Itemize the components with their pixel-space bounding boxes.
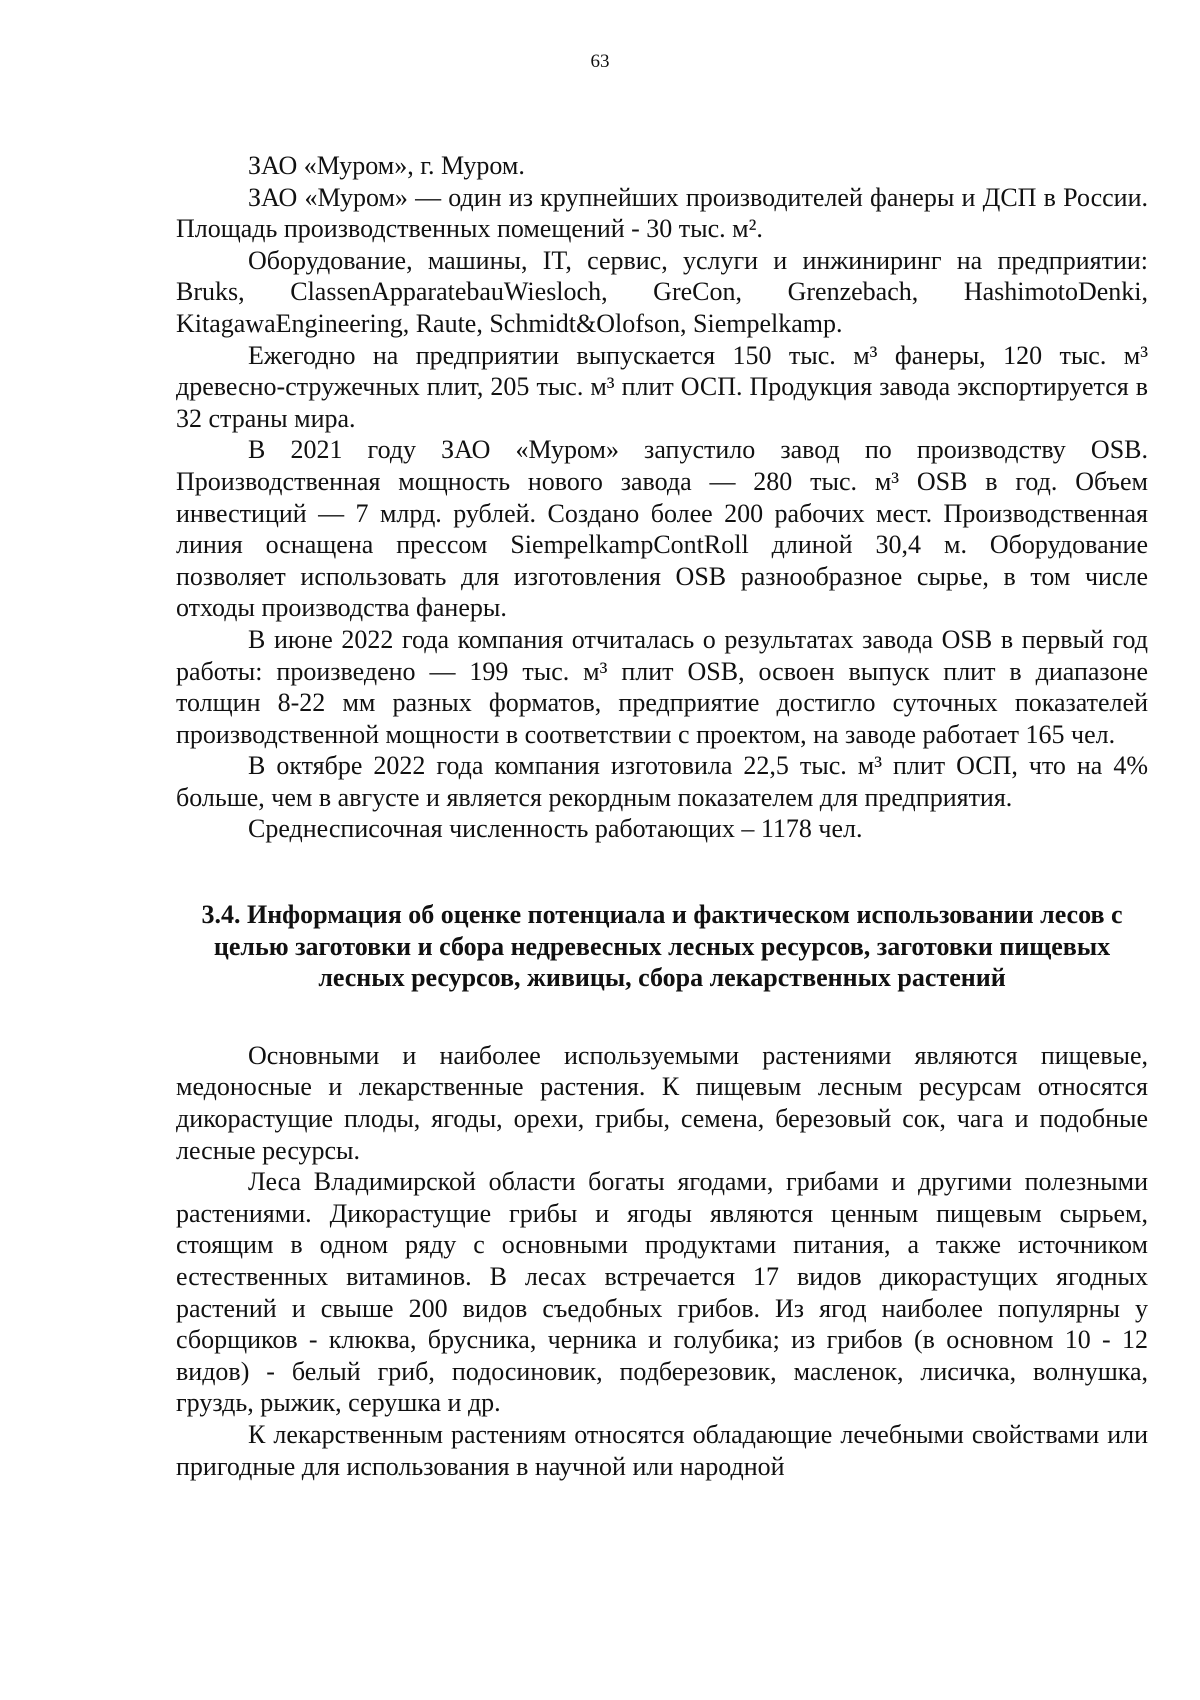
paragraph-headcount: Среднесписочная численность работающих – 1178 чел. <box>248 814 863 844</box>
paragraph-equipment: Оборудование, машины, IT, сервис, услуги и инжиниринг на предприятии: Bruks, ClassenApparatebauWiesloch, GreCon, Grenzebach, HashimotoDenki, KitagawaEngineering, Raute, Schmidt&Olofson, Siempelkamp. <box>176 245 1148 338</box>
paragraph-osb-plant: В 2021 году ЗАО «Муром» запустило завод по производству OSB. Производственная мощность нового завода — 280 тыс. м³ OSB в год. Объем инвестиций — 7 млрд. рублей. Создано более 200 рабочих мест. Производственная линия оснащена прессом SiempelkampContRoll длиной 30,4 м. Оборудование позволяет использовать для изготовления OSB разнообразное сырье, в том числе отходы производства фанеры. <box>176 435 1148 623</box>
paragraph-plant-types: Основными и наиболее используемыми растениями являются пищевые, медоносные и лекарственные растения. К пищевым лесным ресурсам относятся дикорастущие плоды, ягоды, орехи, грибы, семена, березовый сок, чага и подобные лесные ресурсы. <box>176 1040 1148 1165</box>
section-heading: 3.4. Информация об оценке потенциала и фактическом использовании лесов с целью заготовки и сбора недревесных лесных ресурсов, заготовки пищевых лесных ресурсов, живицы, сбора лекарственных растений <box>201 900 1123 993</box>
paragraph-vladimir-forests: Леса Владимирской области богаты ягодами, грибами и другими полезными растениями. Дикорастущие грибы и ягоды являются ценным пищевым сырьем, стоящим в одном ряду с основными продуктами питания, а также источником естественных витаминов. В лесах встречается 17 видов дикорастущих ягодных растений и свыше 200 видов съедобных грибов. Из ягод наиболее популярны у сборщиков - клюква, брусника, черника и голубика; из грибов (в основном 10 - 12 видов) - белый гриб, подосиновик, подберезовик, масленок, лисичка, волнушка, груздь, рыжик, серушка и др. <box>176 1167 1148 1418</box>
page-number: 63 <box>590 51 610 72</box>
document-body <box>176 150 1148 1482</box>
paragraph-june-results: В июне 2022 года компания отчиталась о результатах завода OSB в первый год работы: произведено — 199 тыс. м³ плит OSB, освоен выпуск плит в диапазоне толщин 8-22 мм разных форматов, предприятие достигло суточных показателей производственной мощности в соответствии с проектом, на заводе работает 165 чел. <box>176 624 1148 749</box>
paragraph-october-record: В октябре 2022 года компания изготовила 22,5 тыс. м³ плит ОСП, что на 4% больше, чем в августе и является рекордным показателем для предприятия. <box>176 751 1148 812</box>
paragraph-company-title: ЗАО «Муром», г. Муром. <box>248 151 525 180</box>
paragraph-company-intro: ЗАО «Муром» — один из крупнейших производителей фанеры и ДСП в России. Площадь производственных помещений - 30 тыс. м². <box>176 182 1148 244</box>
paragraph-medicinal-plants: К лекарственным растениям относятся обладающие лечебными свойствами или пригодные для использования в научной или народной <box>176 1419 1148 1481</box>
paragraph-annual-output: Ежегодно на предприятии выпускается 150 тыс. м³ фанеры, 120 тыс. м³ древесно-стружечных плит, 205 тыс. м³ плит ОСП. Продукция завода экспортируется в 32 страны мира. <box>176 340 1148 433</box>
